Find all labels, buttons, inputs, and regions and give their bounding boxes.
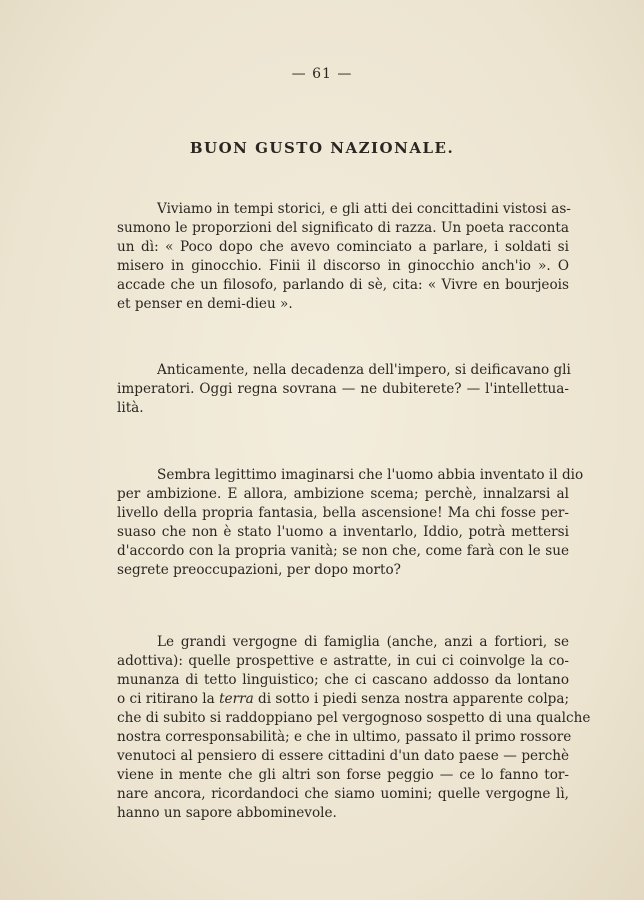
text-line: sumono le proporzioni del significato di razza. Un poeta racconta <box>117 220 569 236</box>
text-line: Le grandi vergogne di famiglia (anche, anzi a fortiori, se <box>157 634 569 650</box>
text-line: accade che un filosofo, parlando di sè, cita: « Vivre en bourjeois <box>117 277 569 293</box>
text-line: segrete preoccupazioni, per dopo morto? <box>117 562 401 578</box>
text-line: Sembra legittimo imaginarsi che l'uomo abbia inventato il dio <box>157 467 584 483</box>
text-line: hanno un sapore abbominevole. <box>117 805 337 821</box>
text-line: nostra corresponsabilità; e che in ultimo, passato il primo rossore <box>117 729 572 745</box>
text-line: che di subito si raddoppiano pel vergognoso sospetto di una qualche <box>117 710 591 726</box>
text-line: o ci ritirano la terra di sotto i piedi senza nostra apparente colpa; <box>117 691 570 707</box>
text-line: un dì: « Poco dopo che avevo cominciato a parlare, i soldati si <box>117 239 569 255</box>
text-line: Anticamente, nella decadenza dell'impero, si deificavano gli <box>157 362 571 378</box>
text-line: suaso che non è stato l'uomo a inventarlo, Iddio, potrà mettersi <box>117 524 569 540</box>
text-line: Viviamo in tempi storici, e gli atti dei concittadini vistosi as- <box>157 201 571 217</box>
paragraph-1 <box>117 200 569 314</box>
text-line: venutoci al pensiero di essere cittadini d'un dato paese — perchè <box>117 748 569 764</box>
emphasis-word: terra <box>219 691 254 707</box>
text-line: adottiva): quelle prospettive e astratte, in cui ci coinvolge la co- <box>117 653 569 669</box>
paragraph-4 <box>117 633 591 823</box>
text-line: nare ancora, ricordandoci che siamo uomini; quelle vergogne lì, <box>117 786 569 802</box>
text-line: misero in ginocchio. Finii il discorso in ginocchio anch'io ». O <box>117 258 569 274</box>
text-line: d'accordo con la propria vanità; se non che, come farà con le sue <box>117 543 569 559</box>
text-line: lità. <box>117 400 144 416</box>
page-title: BUON GUSTO NAZIONALE. <box>189 139 455 157</box>
page-number: — 61 — <box>291 66 353 82</box>
text-line: imperatori. Oggi regna sovrana — ne dubiterete? — l'intellettua- <box>117 381 569 397</box>
text-line: per ambizione. E allora, ambizione scema; perchè, innalzarsi al <box>117 486 569 502</box>
text-line: et penser en demi-dieu ». <box>117 296 293 312</box>
text-line: livello della propria fantasia, bella ascensione! Ma chi fosse per- <box>117 505 569 521</box>
text-line: viene in mente che gli altri son forse peggio — ce lo fanno tor- <box>117 767 569 783</box>
paragraph-3 <box>117 466 584 580</box>
text-line: munanza di tetto linguistico; che ci cascano addosso da lontano <box>117 672 569 688</box>
paragraph-2 <box>117 361 569 418</box>
